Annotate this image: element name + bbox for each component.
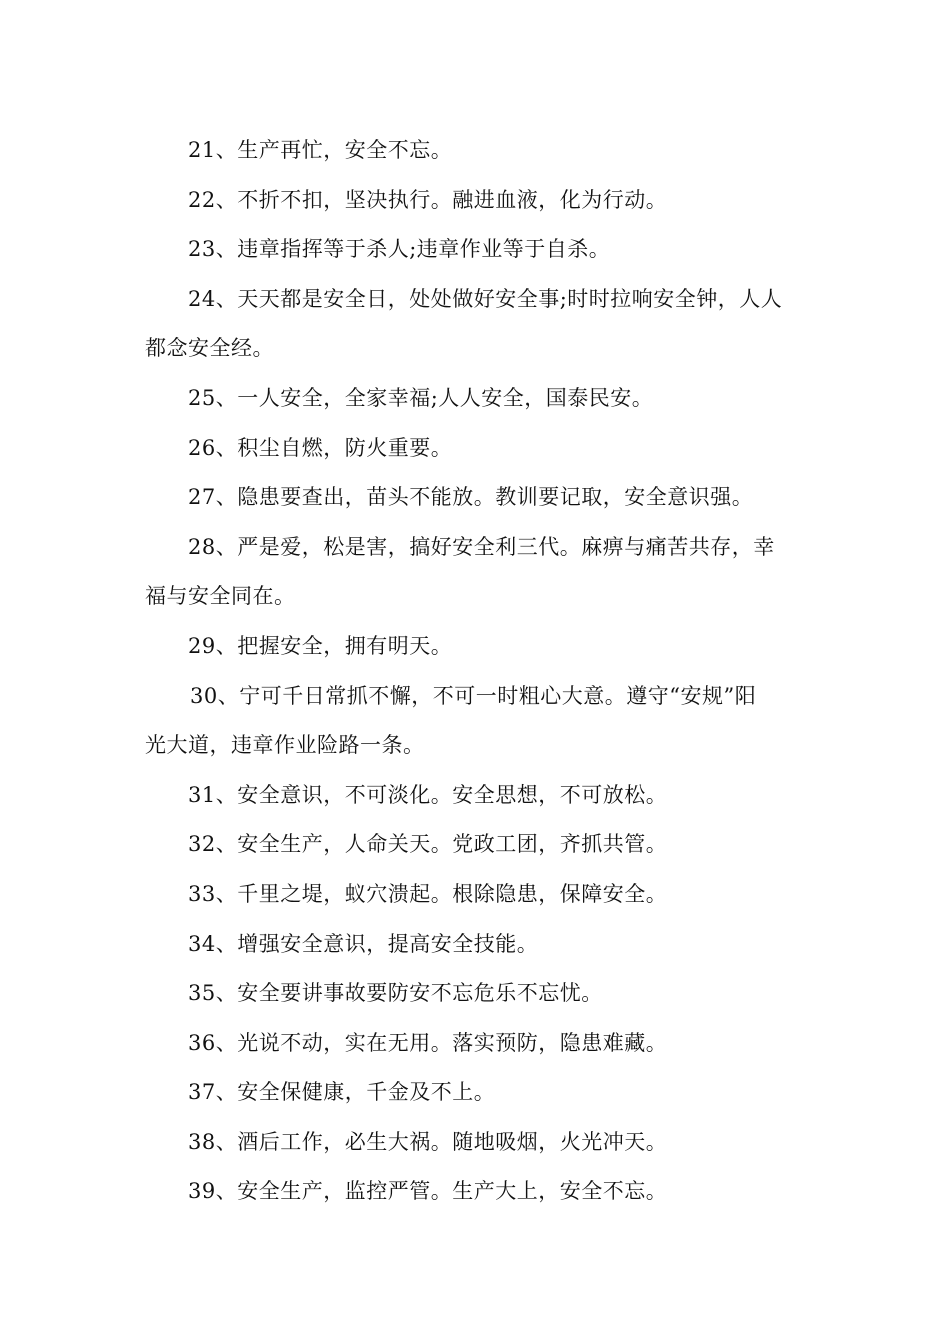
slogan-34: 34、增强安全意识，提高安全技能。 [188,931,539,956]
slogan-26: 26、积尘自燃，防火重要。 [188,435,453,460]
slogan-39: 39、安全生产，监控严管。生产大上，安全不忘。 [188,1179,668,1204]
slogan-28-continued: 福与安全同在。 [145,584,296,609]
slogan-24-continued: 都念安全经。 [145,336,274,361]
slogan-37: 37、安全保健康，千金及不上。 [188,1080,496,1105]
slogan-30: 30、宁可千日常抓不懈，不可一时粗心大意。遵守“安规”阳 [190,683,757,708]
slogan-28: 28、严是爱，松是害，搞好安全利三代。麻痹与痛苦共存，幸 [188,534,775,559]
slogan-27: 27、隐患要查出，苗头不能放。教训要记取，安全意识强。 [188,485,754,510]
slogan-30-continued: 光大道，违章作业险路一条。 [145,733,425,758]
slogan-22: 22、不折不扣，坚决执行。融进血液，化为行动。 [188,187,668,212]
slogan-38: 38、酒后工作，必生大祸。随地吸烟，火光冲天。 [188,1129,668,1154]
slogan-33: 33、千里之堤，蚁穴溃起。根除隐患，保障安全。 [188,881,668,906]
slogan-21: 21、生产再忙，安全不忘。 [188,138,453,162]
document-body [145,126,810,1217]
slogan-24: 24、天天都是安全日，处处做好安全事;时时拉响安全钟，人人 [188,286,783,311]
slogan-31: 31、安全意识，不可淡化。安全思想，不可放松。 [188,782,668,807]
slogan-32: 32、安全生产，人命关天。党政工团，齐抓共管。 [188,832,668,857]
slogan-36: 36、光说不动，实在无用。落实预防，隐患难藏。 [188,1030,668,1055]
slogan-25: 25、一人安全，全家幸福;人人安全，国泰民安。 [188,385,654,410]
slogan-35: 35、安全要讲事故要防安不忘危乐不忘忧。 [188,981,603,1006]
slogan-23: 23、违章指挥等于杀人;违章作业等于自杀。 [188,237,611,262]
slogan-29: 29、把握安全，拥有明天。 [188,633,453,658]
